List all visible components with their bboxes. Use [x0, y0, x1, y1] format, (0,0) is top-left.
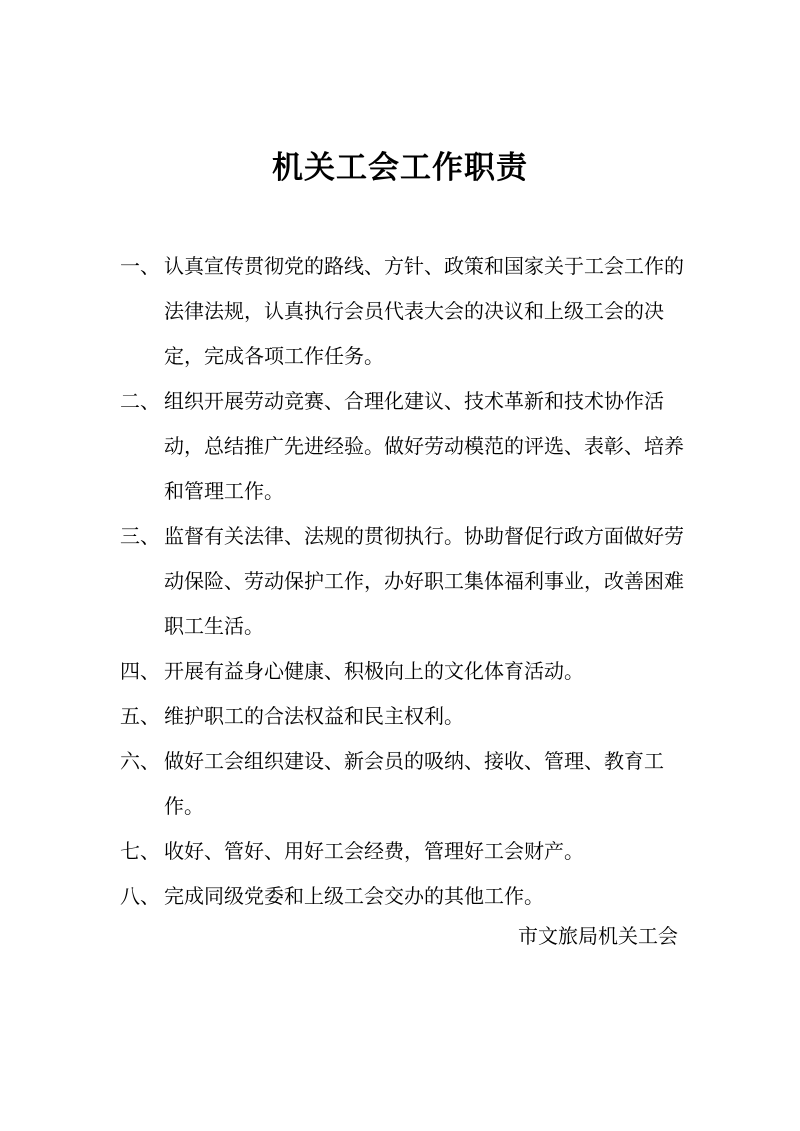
signature-organization: 市文旅局机关工会 — [518, 924, 678, 948]
duty-text: 组织开展劳动竞赛、合理化建议、技术革新和技术协作活动，总结推广先进经验。做好劳动模范的评选、表彰、培养和管理工作。 — [164, 389, 684, 503]
duty-item-1 — [120, 244, 690, 379]
duty-item-4 — [120, 649, 690, 694]
duty-item-7 — [120, 829, 690, 874]
duty-number: 二、 — [120, 389, 160, 413]
duty-number: 四、 — [120, 659, 160, 683]
duty-list — [120, 244, 690, 919]
duty-item-5 — [120, 694, 690, 739]
duty-text: 监督有关法律、法规的贯彻执行。协助督促行政方面做好劳动保险、劳动保护工作，办好职工集体福利事业，改善困难职工生活。 — [164, 524, 684, 638]
duty-text: 认真宣传贯彻党的路线、方针、政策和国家关于工会工作的法律法规，认真执行会员代表大会的决议和上级工会的决定，完成各项工作任务。 — [164, 254, 684, 368]
duty-text: 维护职工的合法权益和民主权利。 — [164, 704, 464, 728]
duty-number: 六、 — [120, 749, 160, 773]
duty-text: 完成同级党委和上级工会交办的其他工作。 — [164, 884, 544, 908]
document-title: 机关工会工作职责 — [272, 150, 528, 186]
duty-number: 八、 — [120, 884, 160, 908]
duty-text: 做好工会组织建设、新会员的吸纳、接收、管理、教育工作。 — [164, 749, 664, 818]
duty-number: 一、 — [120, 254, 160, 278]
duty-text: 收好、管好、用好工会经费，管理好工会财产。 — [164, 839, 584, 863]
duty-item-3 — [120, 514, 690, 649]
duty-number: 三、 — [120, 524, 160, 548]
duty-item-6 — [120, 739, 690, 829]
duty-number: 七、 — [120, 839, 160, 863]
duty-number: 五、 — [120, 704, 160, 728]
duty-text: 开展有益身心健康、积极向上的文化体育活动。 — [164, 659, 584, 683]
duty-item-8 — [120, 874, 690, 919]
duty-item-2 — [120, 379, 690, 514]
